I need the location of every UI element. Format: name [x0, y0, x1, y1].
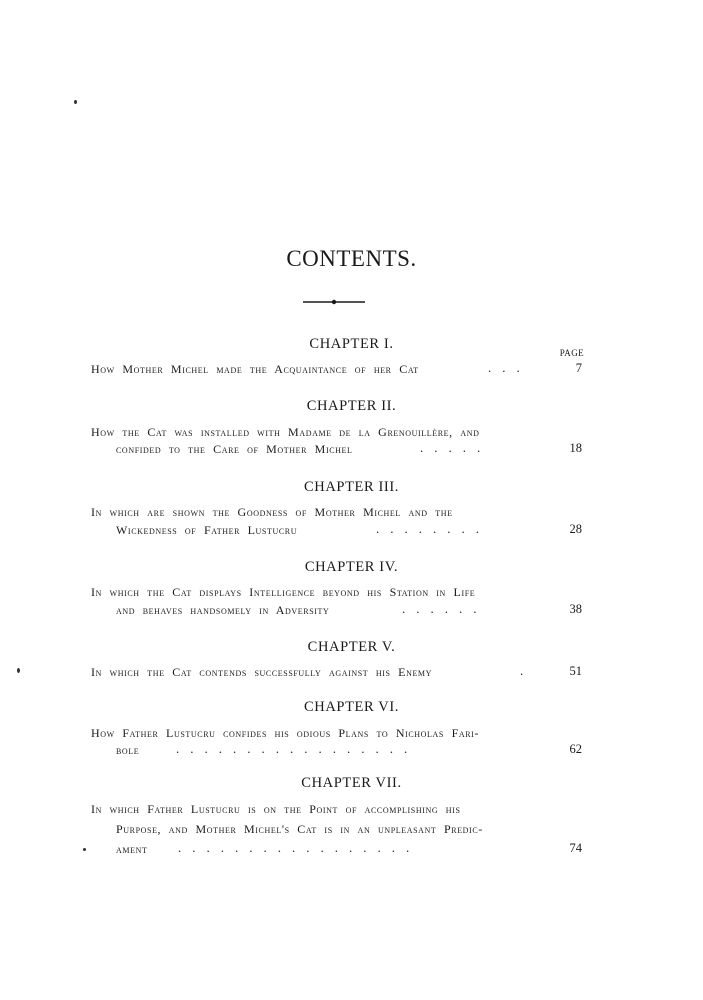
chapter-title-line: Purpose, and Mother Michel's Cat is in an unpleasant Predic- [116, 822, 483, 836]
chapter-heading: CHAPTER II. [306, 398, 397, 414]
page-number: 7 [575, 361, 582, 375]
chapter-title-line: In which the Cat displays Intelligence beyond his Station in Life [91, 585, 476, 599]
chapter-heading: CHAPTER I. [309, 336, 394, 352]
leader-dots: . [520, 663, 535, 678]
leader-dots: ... [488, 360, 531, 375]
chapter-title-line: confided to the Care of Mother Michel [116, 442, 353, 456]
page-number: 28 [569, 522, 582, 536]
leader-dots: ................. [176, 741, 419, 756]
page-number: 38 [569, 602, 582, 616]
page-number: 62 [569, 742, 582, 756]
chapter-title-line: Wickedness of Father Lustucru [116, 523, 298, 537]
chapter-title-line: ament [116, 842, 148, 856]
leader-dots: ................. [178, 840, 421, 855]
ink-speck [74, 100, 77, 104]
leader-dots: ..... [420, 440, 492, 455]
chapter-title-line: How Father Lustucru confides his odious Plans to Nicholas Fari- [91, 726, 480, 740]
chapter-title-line: bole [116, 743, 140, 757]
chapter-title-line: How Mother Michel made the Acquaintance of her Cat [91, 362, 419, 376]
page-number: 18 [569, 441, 582, 455]
page-column-heading: PAGE [559, 348, 584, 358]
leader-dots: ...... [402, 601, 488, 616]
leader-dots: ........ [376, 521, 490, 536]
chapter-heading: CHAPTER III. [304, 479, 399, 495]
chapter-heading: CHAPTER IV. [304, 559, 399, 575]
page-number: 51 [569, 664, 582, 678]
ink-speck [17, 668, 20, 673]
chapter-title-line: How the Cat was installed with Madame de la Grenouillère, and [91, 425, 480, 439]
chapter-title-line: In which are shown the Goodness of Mother Michel and the [91, 505, 453, 519]
chapter-heading: CHAPTER VI. [304, 699, 399, 715]
ink-speck [83, 848, 86, 851]
chapter-title-line: and behaves handsomely in Adversity [116, 603, 330, 617]
page-number: 74 [569, 841, 582, 855]
chapter-title-line: In which the Cat contends successfully against his Enemy [91, 665, 433, 679]
chapter-title-line: In which Father Lustucru is on the Point of accomplishing his [91, 802, 461, 816]
chapter-heading: CHAPTER V. [307, 639, 396, 655]
page-title: CONTENTS. [286, 246, 417, 271]
ornament-divider [303, 298, 365, 306]
chapter-heading: CHAPTER VII. [301, 775, 402, 791]
